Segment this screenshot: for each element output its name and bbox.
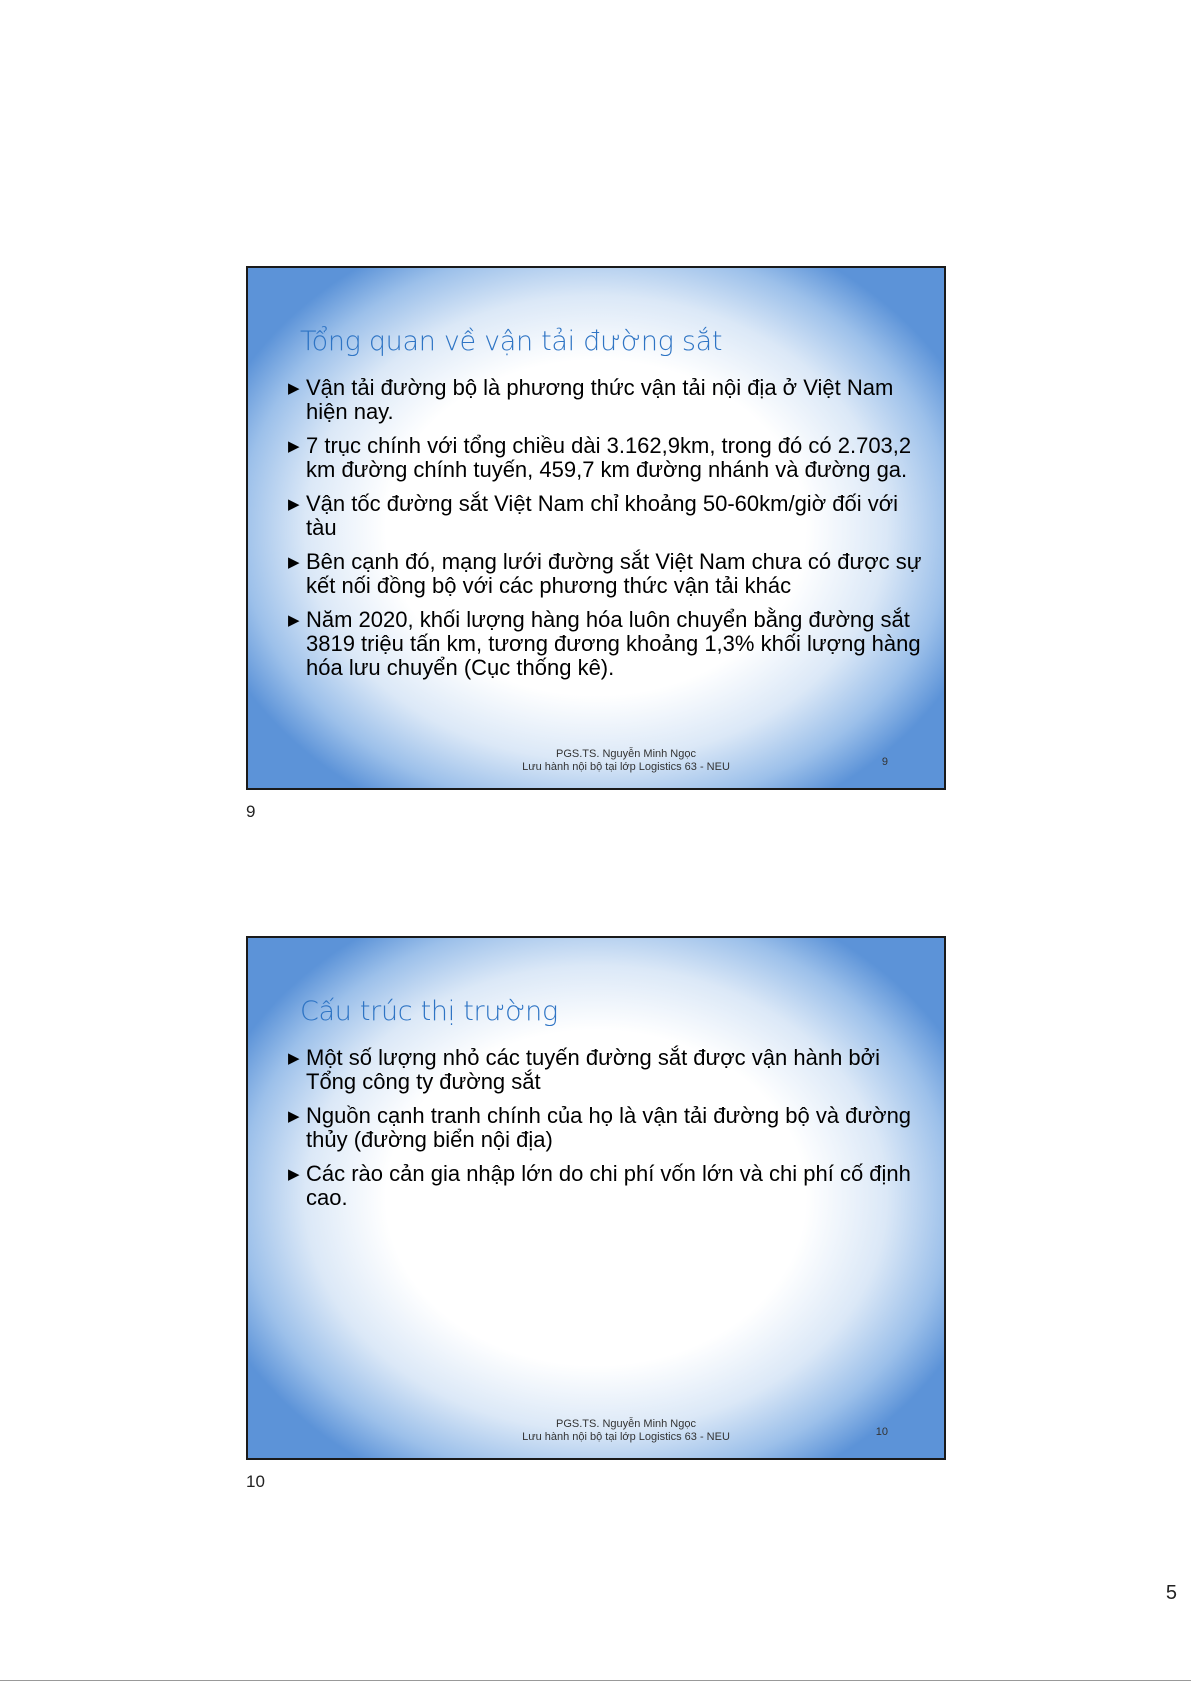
triangle-right-icon: ▶ (288, 612, 300, 629)
bullet-item: ▶ Vận tải đường bộ là phương thức vận tải nội địa ở Việt Nam hiện nay. (288, 375, 894, 424)
slide-10 (246, 936, 946, 1460)
slide-label: 10 (246, 1472, 265, 1491)
bullet-item: ▶ Các rào cản gia nhập lớn do chi phí vốn lớn và chi phí cố định cao. (288, 1161, 911, 1210)
triangle-right-icon: ▶ (288, 1166, 300, 1183)
triangle-right-icon: ▶ (288, 1108, 300, 1125)
footer-author: PGS.TS. Nguyễn Minh Ngọc (555, 1418, 696, 1430)
slide-number: 9 (881, 756, 888, 768)
page-bottom-rule (0, 1680, 1191, 1681)
bullet-item: ▶ Nguồn cạnh tranh chính của họ là vận tải đường bộ và đường thủy (đường biển nội địa) (288, 1103, 912, 1152)
slide-label: 9 (246, 802, 256, 821)
slide-9 (246, 266, 946, 790)
bullet-item: ▶ Bên cạnh đó, mạng lưới đường sắt Việt Nam chưa có được sự kết nối đồng bộ với các phương thức vận tải khác (288, 549, 922, 598)
bullet-list (286, 1046, 926, 1220)
triangle-right-icon: ▶ (288, 496, 300, 513)
footer-note: Lưu hành nội bộ tại lớp Logistics 63 - NEU (522, 1431, 730, 1443)
slide-number: 10 (875, 1426, 888, 1438)
slide-footer (248, 748, 944, 774)
slide-footer (248, 1418, 944, 1444)
bullet-list (286, 376, 926, 690)
bullet-item: ▶ Một số lượng nhỏ các tuyến đường sắt được vận hành bởi Tổng công ty đường sắt (288, 1045, 880, 1094)
slide-title: Tổng quan về vận tải đường sắt (300, 326, 723, 357)
triangle-right-icon: ▶ (288, 1050, 300, 1067)
triangle-right-icon: ▶ (288, 438, 300, 455)
bullet-item: ▶ 7 trục chính với tổng chiều dài 3.162,9km, trong đó có 2.703,2 km đường chính tuyến, 459,7 km đường nhánh và đường ga. (288, 433, 912, 482)
triangle-right-icon: ▶ (288, 554, 300, 571)
bullet-item: ▶ Vận tốc đường sắt Việt Nam chỉ khoảng 50-60km/giờ đối với tàu (288, 491, 899, 540)
slide-title: Cấu trúc thị trường (300, 996, 558, 1027)
footer-author: PGS.TS. Nguyễn Minh Ngọc (555, 748, 696, 760)
bullet-item: ▶ Năm 2020, khối lượng hàng hóa luôn chuyển bằng đường sắt 3819 triệu tấn km, tương đương khoảng 1,3% khối lượng hàng hóa lưu chuyển (Cục thống kê). (288, 607, 921, 680)
footer-note: Lưu hành nội bộ tại lớp Logistics 63 - NEU (522, 761, 730, 773)
triangle-right-icon: ▶ (288, 380, 300, 397)
page-number: 5 (1165, 1582, 1177, 1604)
